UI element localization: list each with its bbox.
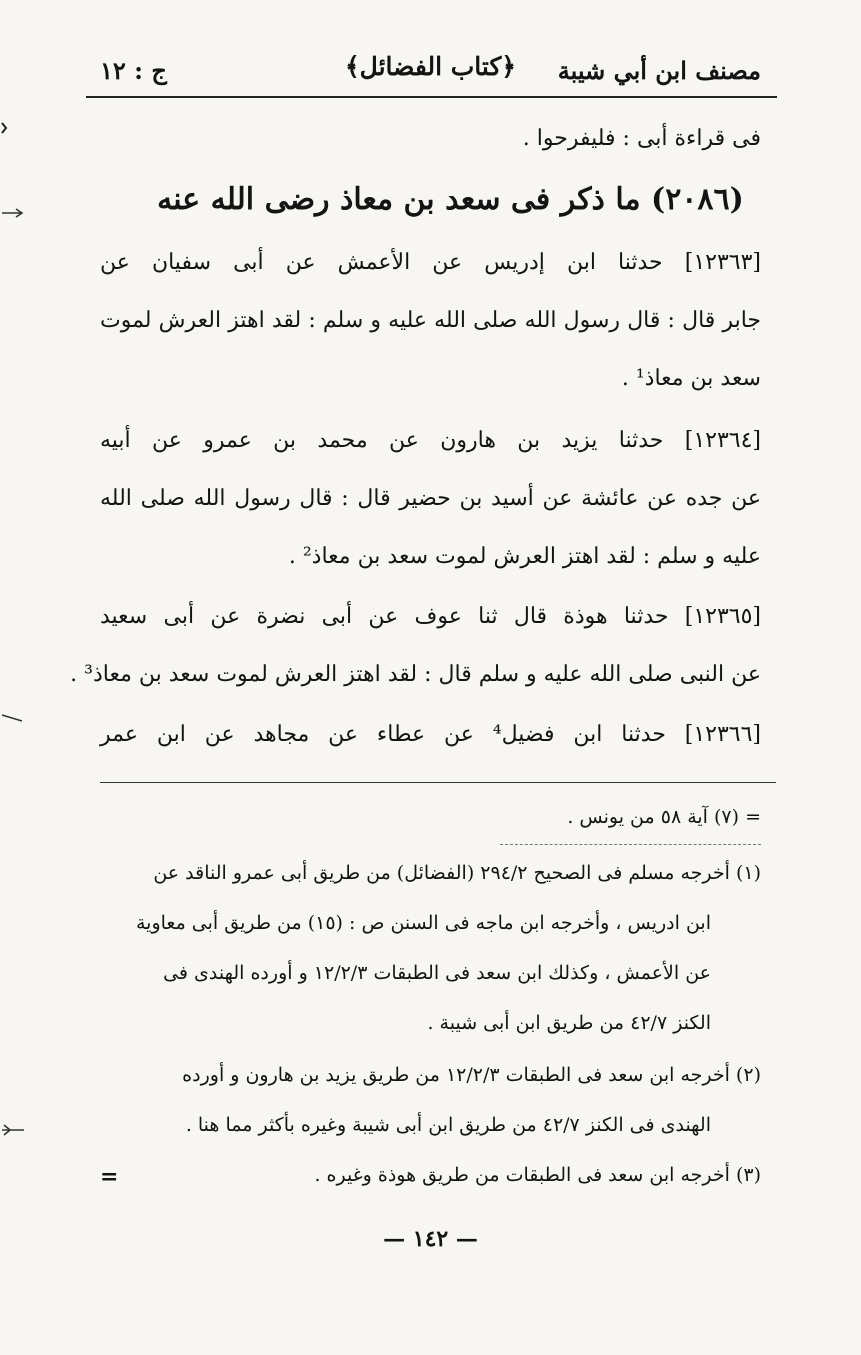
- footnote-1-line-2: ابن ادريس ، وأخرجه ابن ماجه فى السنن ص : (١٥) من طريق أبى معاوية: [135, 912, 711, 934]
- footnote-1-line-3: عن الأعمش ، وكذلك ابن سعد فى الطبقات ١٢/٢/٣ و أورده الهندى فى: [163, 962, 711, 984]
- intro-line: فى قراءة أبى : فليفرحوا .: [522, 126, 761, 151]
- footnote-3-line-1: (٣) أخرجه ابن سعد فى الطبقات من طريق هوذة وغيره .: [314, 1164, 761, 1186]
- footnote-2-line-1: (٢) أخرجه ابن سعد فى الطبقات ١٢/٢/٣ من طريق يزيد بن هارون و أورده: [182, 1064, 761, 1086]
- chapter-heading: (٢٠٨٦) ما ذكر فى سعد بن معاذ رضى الله عنه: [157, 182, 744, 217]
- hadith-12363-line-3: سعد بن معاذ¹ .: [621, 366, 761, 391]
- margin-mark-icon: [0, 120, 26, 134]
- hadith-12364-line-2: عن جده عن عائشة عن أسيد بن حضير قال : قال رسول الله صلى الله: [100, 486, 761, 511]
- volume-number: ج : ١٢: [100, 56, 167, 85]
- hadith-12364-line-3: عليه و سلم : لقد اهتز العرش لموت سعد بن معاذ² .: [288, 544, 761, 569]
- footnote-carry-over: = (٧) آية ٥٨ من يونس .: [567, 806, 761, 828]
- hadith-12366-line-1: [١٢٣٦٦] حدثنا ابن فضيل⁴ عن عطاء عن مجاهد عن ابن عمر: [100, 722, 761, 747]
- hadith-12365-line-1: [١٢٣٦٥] حدثنا هوذة قال ثنا عوف عن أبى نضرة عن أبى سعيد: [100, 604, 761, 629]
- page-number: — ١٤٢ —: [383, 1226, 478, 1252]
- margin-mark-icon: [0, 710, 26, 724]
- book-title: مصنف ابن أبي شيبة: [557, 56, 761, 85]
- footnote-separator: [100, 782, 776, 783]
- hadith-12364-line-1: [١٢٣٦٤] حدثنا يزيد بن هارون عن محمد بن عمرو عن أبيه: [100, 428, 761, 453]
- header-rule: [86, 96, 777, 98]
- margin-mark-icon: [0, 205, 26, 219]
- hadith-12363-line-1: [١٢٣٦٣] حدثنا ابن إدريس عن الأعمش عن أبى سفيان عن: [100, 250, 761, 275]
- hadith-12363-line-2: جابر قال : قال رسول الله صلى الله عليه و سلم : لقد اهتز العرش لموت: [100, 308, 761, 333]
- footnote-1-line-4: الكنز ٤٢/٧ من طريق ابن أبى شيبة .: [427, 1012, 711, 1034]
- continues-mark: =: [100, 1164, 119, 1190]
- section-title: ﴿كتاب الفضائل﴾: [345, 52, 516, 81]
- footnote-1-line-1: (١) أخرجه مسلم فى الصحيح ٢٩٤/٢ (الفضائل) من طريق أبى عمرو الناقد عن: [153, 862, 761, 884]
- hadith-12365-line-2: عن النبى صلى الله عليه و سلم قال : لقد اهتز العرش لموت سعد بن معاذ³ .: [70, 662, 761, 687]
- carry-over-rule: [500, 844, 761, 845]
- margin-mark-icon: [0, 1122, 26, 1136]
- footnote-2-line-2: الهندى فى الكنز ٤٢/٧ من طريق ابن أبى شيبة وغيره بأكثر مما هنا .: [185, 1114, 711, 1136]
